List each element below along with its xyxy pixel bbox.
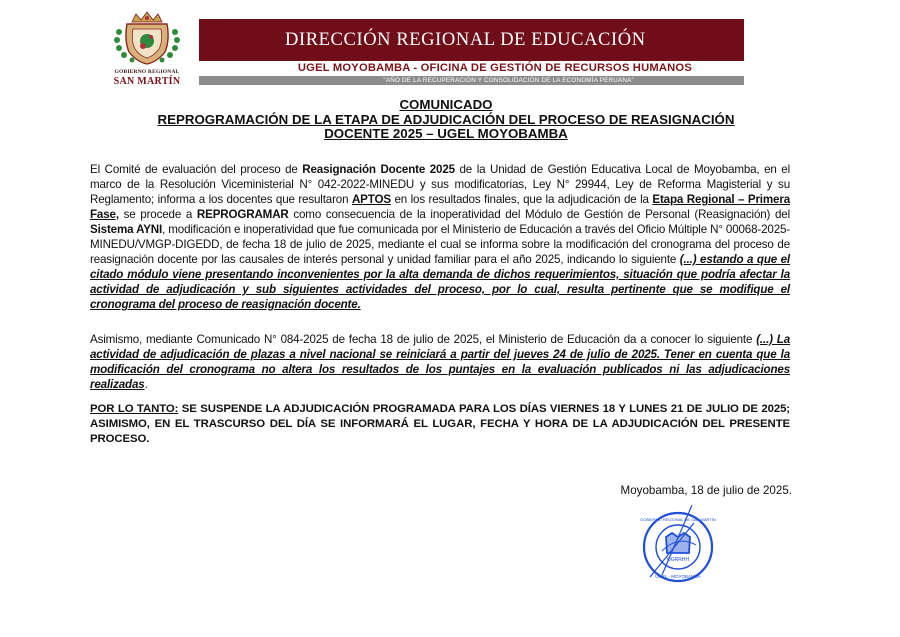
resolution-text: SE SUSPENDE LA ADJUDICACIÓN PROGRAMADA PARA LOS DÍAS VIERNES 18 Y LUNES 21 DE JULIO DE 2025; ASIMISMO, EN EL TRASCURSO DEL DÍA SE INFORMARÁ EL LUGAR, FECHA Y HORA DE LA ADJUDICACIÓN DEL PRESENTE PROCESO. — [90, 403, 790, 445]
header-motto-bar — [199, 76, 744, 85]
coat-of-arms-icon — [110, 10, 184, 70]
paragraph-comunicado — [90, 332, 790, 392]
stamp-center-text: OGRRHH — [666, 557, 690, 563]
header-subtitle-text: UGEL MOYOBAMBA - OFICINA DE GESTIÓN DE RECURSOS HUMANOS — [297, 62, 692, 74]
document-subject-line-2: DOCENTE 2025 – UGEL MOYOBAMBA — [324, 126, 568, 141]
text: de la Unidad de Gestión Educativa Local de Moyobamba, en el marco de la Resolución Viceministerial N° 042-2022-MINEDU y sus modificatorias, Ley N° 29944, Ley de Reforma Magisterial y su Reglamento; informa a los docentes que resultaron — [90, 163, 790, 206]
text: . — [144, 378, 148, 391]
text: El Comité de evaluación del proceso de — [90, 163, 303, 176]
paragraph-resolution — [90, 402, 790, 447]
signature-date: Moyobamba, 18 de julio de 2025. — [620, 484, 792, 497]
text: como consecuencia de la inoperatividad del Módulo de Gestión de Personal (Reasignación) del — [288, 208, 790, 221]
official-stamp — [632, 505, 722, 585]
logo-caption-bottom: SAN MARTÍN — [113, 76, 181, 87]
bold-sistema-ayni: Sistema AYNI — [90, 223, 163, 236]
quoted-oficio-text: (...) estando a que el citado módulo viene presentando inconvenientes por la alta demanda de dichos requerimientos, situación que podría afectar la actividad de adjudicación y sub siguientes actividades del proceso, por lo cual, resulta pertinente que se modifique el cronograma del proceso de reasignación docente. — [90, 253, 790, 311]
text: Asimismo, mediante Comunicado N° 084-2025 de fecha 18 de julio de 2025, el Ministerio de Educación da a conocer lo siguiente — [90, 333, 757, 346]
bold-reprogramar: REPROGRAMAR — [196, 208, 289, 221]
bold-etapa-regional: Etapa Regional – Primera Fase, — [90, 193, 790, 221]
text: en los resultados finales, que la adjudicación de la — [390, 193, 653, 206]
stamp-bottom-text: UGEL - MOYOBAMBA — [655, 574, 701, 579]
text: , modificación e inoperatividad que fue comunicada por el Ministerio de Educación a través del Oficio Múltiple N° 00068-2025-MINEDU/VMGP-DIGEDD, de fecha 18 de julio de 2025, mediante el cual se informa sobre la modificación del cronograma del proceso de reasignación docente por las causales de interés personal y unidad familiar para el año 2025, indicando lo siguiente — [90, 223, 790, 266]
paragraph-main — [90, 162, 790, 312]
header-title-bar — [199, 19, 744, 61]
document-heading: COMUNICADO — [399, 97, 493, 112]
stamp-top-text: GOBIERNO REGIONAL DE SAN MARTÍN — [640, 517, 716, 522]
header-subtitle — [199, 62, 744, 74]
year-motto — [199, 76, 744, 85]
year-motto-text: "AÑO DE LA RECUPERACIÓN Y CONSOLIDACIÓN DE LA ECONOMÍA PERUANA" — [383, 77, 634, 84]
text: se procede a — [118, 208, 197, 221]
document-title-block — [90, 98, 802, 142]
logo-caption-top: GOBIERNO REGIONAL — [114, 69, 180, 75]
bold-process-name: Reasignación Docente 2025 — [302, 163, 455, 176]
quoted-comunicado-text: (...) La actividad de adjudicación de plazas a nivel nacional se reiniciará a partir del jueves 24 de julio de 2025. Tener en cuenta que la modificación del cronograma no altera los resultados de los puntajes en la evaluación publicados ni las adjudicaciones realizadas — [90, 333, 791, 391]
por-lo-tanto-label: POR LO TANTO: — [90, 403, 179, 415]
document-subject-line-1: REPROGRAMACIÓN DE LA ETAPA DE ADJUDICACIÓN DEL PROCESO DE REASIGNACIÓN — [157, 111, 735, 127]
bold-aptos: APTOS — [351, 193, 391, 206]
seal-icon — [632, 505, 722, 585]
gobierno-regional-logo — [110, 10, 184, 88]
header-title: DIRECCIÓN REGIONAL DE EDUCACIÓN — [285, 30, 646, 50]
